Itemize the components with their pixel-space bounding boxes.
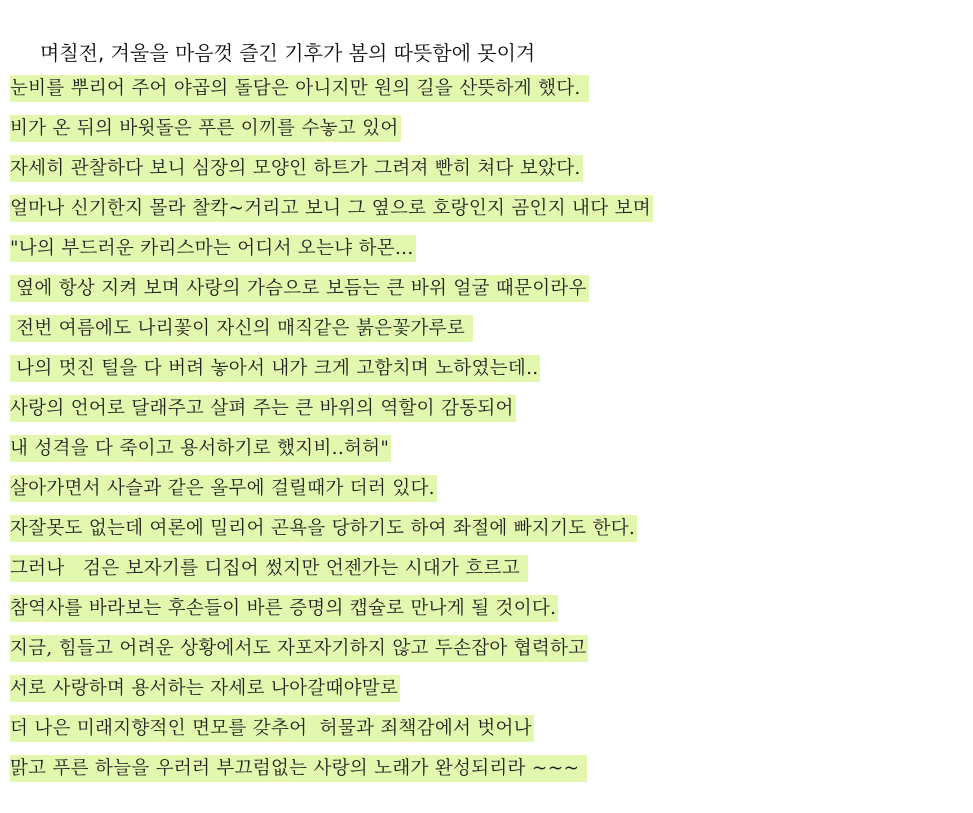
highlighted-text: 전번 여름에도 나리꽃이 자신의 매직같은 붉은꽃가루로 (10, 315, 473, 342)
text-line (10, 195, 950, 235)
highlighted-text: 참역사를 바라보는 후손들이 바른 증명의 캡슐로 만나게 될 것이다. (10, 595, 558, 622)
highlighted-text: 서로 사랑하며 용서하는 자세로 나아갈때야말로 (10, 675, 400, 702)
text-line (10, 235, 950, 275)
text-line (10, 675, 950, 715)
title-line (10, 38, 950, 75)
highlighted-text: 얼마나 신기한지 몰라 찰칵~거리고 보니 그 옆으로 호랑인지 곰인지 내다 보며 (10, 195, 653, 222)
highlighted-text: 자세히 관찰하다 보니 심장의 모양인 하트가 그려져 빤히 쳐다 보았다. (10, 155, 583, 182)
highlighted-text: 그러나 검은 보자기를 디집어 썼지만 언젠가는 시대가 흐르고 (10, 555, 528, 582)
text-line (10, 715, 950, 755)
text-line (10, 115, 950, 155)
document-body (10, 38, 950, 795)
document-title: 며칠전, 겨울을 마음껏 즐긴 기후가 봄의 따뜻함에 못이겨 (40, 41, 536, 65)
text-line (10, 435, 950, 475)
text-line (10, 595, 950, 635)
text-line (10, 475, 950, 515)
highlighted-text: 옆에 항상 지켜 보며 사랑의 가슴으로 보듬는 큰 바위 얼굴 때문이라우 (10, 275, 589, 302)
highlighted-text: 살아가면서 사슬과 같은 올무에 걸릴때가 더러 있다. (10, 475, 437, 502)
text-line (10, 355, 950, 395)
text-line (10, 755, 950, 795)
text-line (10, 315, 950, 355)
highlighted-text: "나의 부드러운 카리스마는 어디서 오는냐 하몬... (10, 235, 416, 262)
highlighted-text: 내 성격을 다 죽이고 용서하기로 했지비..허허" (10, 435, 391, 462)
text-line (10, 275, 950, 315)
highlighted-text: 자잘못도 없는데 여론에 밀리어 곤욕을 당하기도 하여 좌절에 빠지기도 한다. (10, 515, 637, 542)
text-line (10, 635, 950, 675)
text-line (10, 155, 950, 195)
highlighted-text: 비가 온 뒤의 바윗돌은 푸른 이끼를 수놓고 있어 (10, 115, 401, 142)
text-line (10, 395, 950, 435)
highlighted-text: 사랑의 언어로 달래주고 살펴 주는 큰 바위의 역할이 감동되어 (10, 395, 516, 422)
text-line (10, 75, 950, 115)
text-line (10, 515, 950, 555)
highlighted-text: 눈비를 뿌리어 주어 야곱의 돌담은 아니지만 원의 길을 산뜻하게 했다. (10, 75, 589, 102)
text-line (10, 555, 950, 595)
highlighted-text: 더 나은 미래지향적인 면모를 갖추어 허물과 죄책감에서 벗어나 (10, 715, 534, 742)
highlighted-text: 맑고 푸른 하늘을 우러러 부끄럼없는 사랑의 노래가 완성되리라 ~~~ (10, 755, 587, 782)
highlighted-text: 지금, 힘들고 어려운 상황에서도 자포자기하지 않고 두손잡아 협력하고 (10, 635, 588, 662)
highlighted-text: 나의 멋진 털을 다 버려 놓아서 내가 크게 고함치며 노하였는데.. (10, 355, 540, 382)
